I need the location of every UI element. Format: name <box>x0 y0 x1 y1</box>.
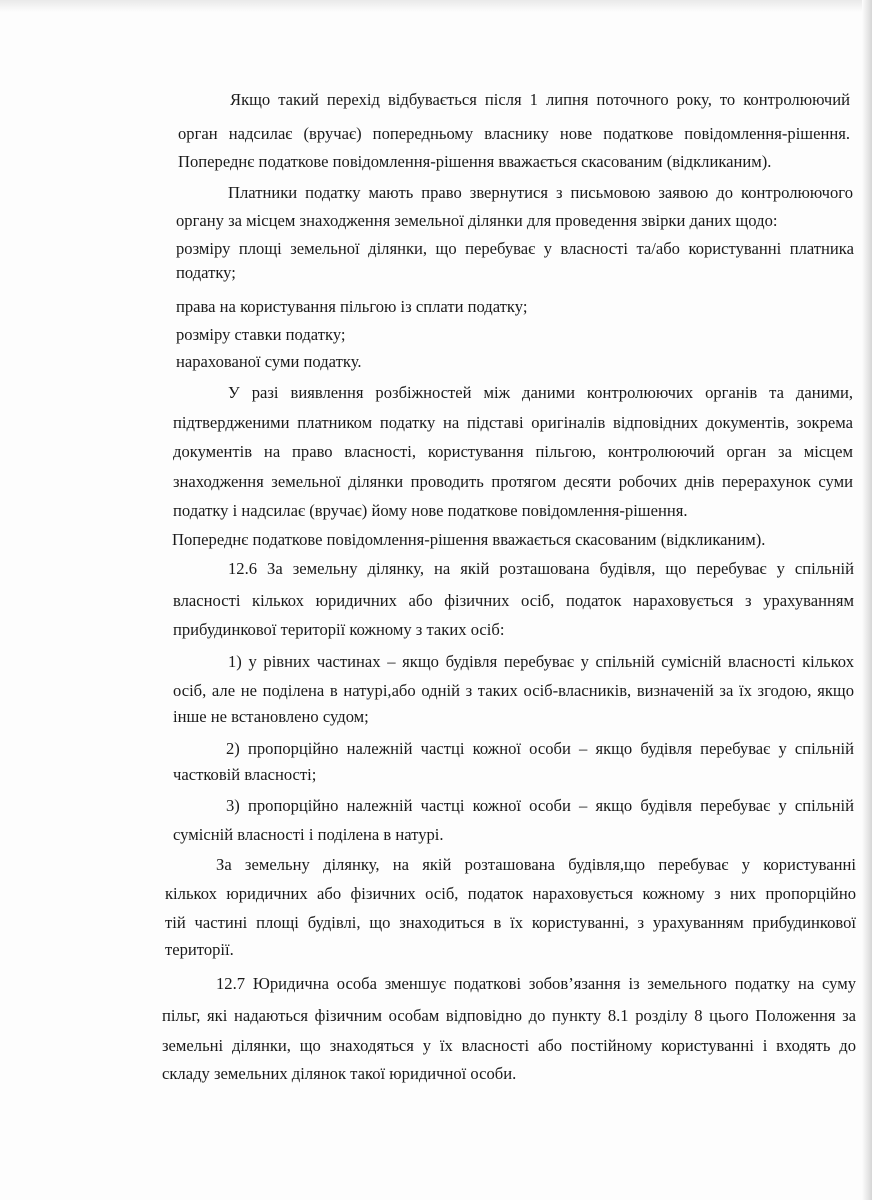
scan-edge-top <box>0 0 872 12</box>
text-line: За земельну ділянку, на якій розташована будівля,що перебуває у користуванні <box>216 855 856 874</box>
text-line: Попереднє податкове повідомлення-рішення вважається скасованим (відкликаним). <box>178 152 772 171</box>
text-line: власності кількох юридичних або фізичних осіб, податок нараховується з урахуванням <box>173 591 854 610</box>
text-line: Якщо такий перехід відбувається після 1 липня поточного року, то контролюючий <box>230 90 850 109</box>
text-line: органу за місцем знаходження земельної ділянки для проведення звірки даних щодо: <box>176 211 778 230</box>
text-line: орган надсилає (вручає) попередньому власнику нове податкове повідомлення-рішення. <box>178 124 850 143</box>
text-line: частковій власності; <box>173 765 317 784</box>
text-line: документів на право власності, користування пільгою, контролюючий орган за місцем <box>173 442 853 461</box>
text-line: кількох юридичних або фізичних осіб, податок нараховується кожному з них пропорційно <box>165 884 856 903</box>
text-line: розміру ставки податку; <box>176 325 346 344</box>
scan-edge-right <box>862 0 872 1200</box>
text-line: знаходження земельної ділянки проводить протягом десяти робочих днів перерахунок суми <box>173 472 853 491</box>
text-line: території. <box>165 940 234 959</box>
text-line: права на користування пільгою із сплати податку; <box>176 297 528 316</box>
text-line: пільг, які надаються фізичним особам відповідно до пункту 8.1 розділу 8 цього Положення за <box>162 1006 856 1025</box>
text-line: У разі виявлення розбіжностей між даними контролюючих органів та даними, <box>228 383 853 402</box>
text-line: 3) пропорційно належній частці кожної особи – якщо будівля перебуває у спільній <box>226 796 854 815</box>
text-line: 12.7 Юридична особа зменшує податкові зобов’язання із земельного податку на суму <box>216 974 856 993</box>
text-line: Платники податку мають право звернутися з письмовою заявою до контролюючого <box>228 183 853 202</box>
text-line: земельні ділянки, що знаходяться у їх власності або постійному користуванні і входять до <box>162 1036 856 1055</box>
text-line: Попереднє податкове повідомлення-рішення вважається скасованим (відкликаним). <box>172 530 766 549</box>
text-line: нарахованої суми податку. <box>176 352 362 371</box>
text-line: складу земельних ділянок такої юридичної особи. <box>162 1064 517 1083</box>
text-line: тій частині площі будівлі, що знаходиться в їх користуванні, з урахуванням прибудинкової <box>165 913 856 932</box>
text-line: сумісній власності і поділена в натурі. <box>173 825 444 844</box>
text-line: 1) у рівних частинах – якщо будівля перебуває у спільній сумісній власності кількох <box>228 652 854 671</box>
text-line: підтвердженими платником податку на підставі оригіналів відповідних документів, зокрема <box>173 413 853 432</box>
text-line: осіб, але не поділена в натурі,або одній з таких осіб-власників, визначеній за їх згодою, якщо <box>173 681 854 700</box>
text-line: інше не встановлено судом; <box>173 707 369 726</box>
text-line: 12.6 За земельну ділянку, на якій розташована будівля, що перебуває у спільній <box>228 559 854 578</box>
text-line: прибудинкової території кожному з таких осіб: <box>173 620 505 639</box>
text-line: податку і надсилає (вручає) йому нове податкове повідомлення-рішення. <box>173 501 688 520</box>
text-line: 2) пропорційно належній частці кожної особи – якщо будівля перебуває у спільній <box>226 739 854 758</box>
text-line: податку; <box>176 263 236 282</box>
text-line: розміру площі земельної ділянки, що перебуває у власності та/або користуванні платника <box>176 239 854 258</box>
